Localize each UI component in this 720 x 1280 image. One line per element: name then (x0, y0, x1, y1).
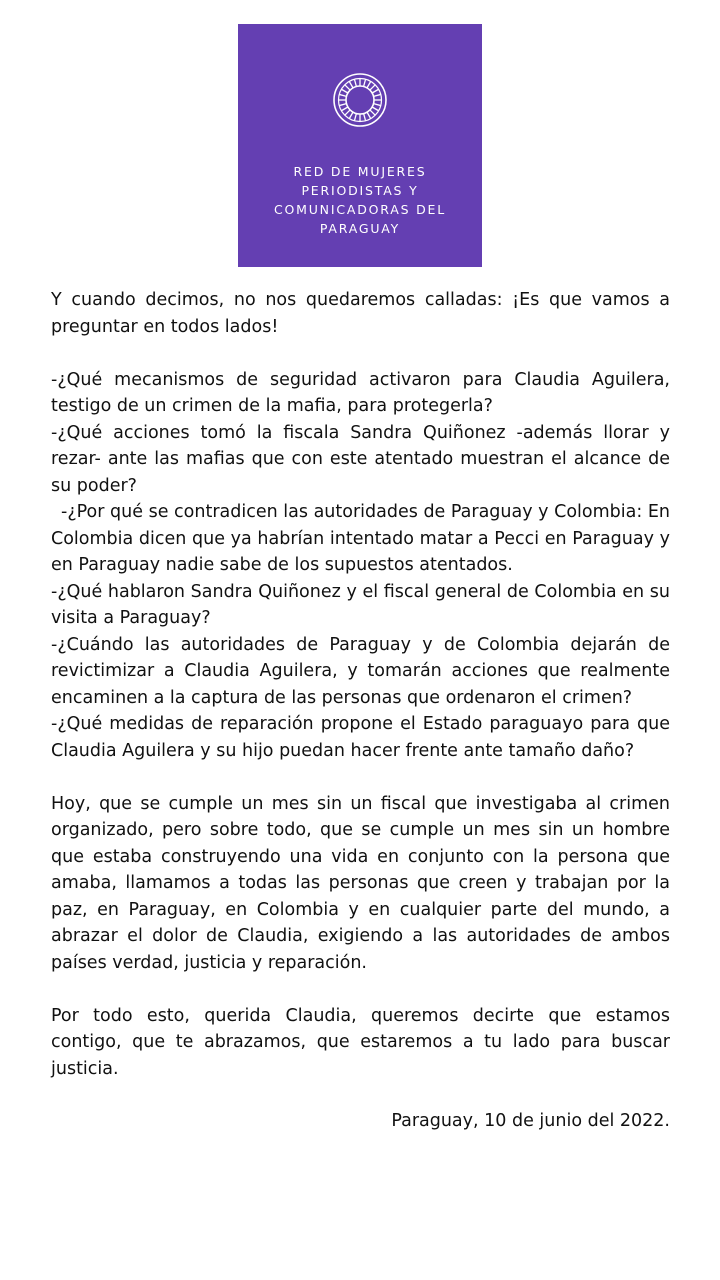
intro-paragraph: Y cuando decimos, no nos quedaremos calladas: ¡Es que vamos a preguntar en todos lados! (51, 290, 670, 337)
question-item: -¿Por qué se contradicen las autoridades de Paraguay y Colombia: En Colombia dicen que ya habrían intentado matar a Pecci en Paraguay y en Paraguay nadie sabe de los supuestos atentados. (51, 502, 670, 575)
body-paragraph: Hoy, que se cumple un mes sin un fiscal que investigaba al crimen organizado, pero sobre todo, que se cumple un mes sin un hombre que estaba construyendo una vida en conjunto con la persona que amaba, llamamos a todas las personas que creen y trabajan por la paz, en Paraguay, en Colombia y en cualquier parte del mundo, a abrazar el dolor de Claudia, exigiendo a las autoridades de ambos países verdad, justicia y reparación. (51, 793, 670, 973)
organization-logo (238, 24, 482, 267)
organization-name (274, 162, 446, 238)
sun-circle-emblem-icon (332, 72, 388, 128)
organization-name-line: PERIODISTAS Y (301, 183, 419, 198)
question-item: -¿Qué hablaron Sandra Quiñonez y el fiscal general de Colombia en su visita a Paraguay? (51, 581, 670, 628)
paragraph-spacer (51, 976, 670, 1003)
organization-name-line: RED DE MUJERES (293, 164, 427, 179)
organization-name-line: COMUNICADORAS DEL (273, 202, 446, 217)
question-item: -¿Qué mecanismos de seguridad activaron para Claudia Aguilera, testigo de un crimen de la mafia, para protegerla? (51, 369, 670, 416)
paragraph-spacer (51, 764, 670, 791)
paragraph-spacer (51, 340, 670, 367)
organization-name-line: PARAGUAY (319, 221, 401, 236)
question-item: -¿Qué acciones tomó la fiscala Sandra Quiñonez -además llorar y rezar- ante las mafias que con este atentado muestran el alcance de su poder? (51, 422, 670, 496)
question-item: -¿Cuándo las autoridades de Paraguay y de Colombia dejarán de revictimizar a Claudia Aguilera, y tomarán acciones que realmente encaminen a la captura de las personas que ordenaron el crimen? (51, 634, 670, 708)
document-body (51, 287, 670, 1135)
signature-date: Paraguay, 10 de junio del 2022. (391, 1111, 670, 1131)
closing-paragraph: Por todo esto, querida Claudia, queremos decirte que estamos contigo, que te abrazamos, que estaremos a tu lado para buscar justicia. (51, 1005, 670, 1079)
question-item: -¿Qué medidas de reparación propone el Estado paraguayo para que Claudia Aguilera y su hijo puedan hacer frente ante tamaño daño? (51, 714, 670, 761)
